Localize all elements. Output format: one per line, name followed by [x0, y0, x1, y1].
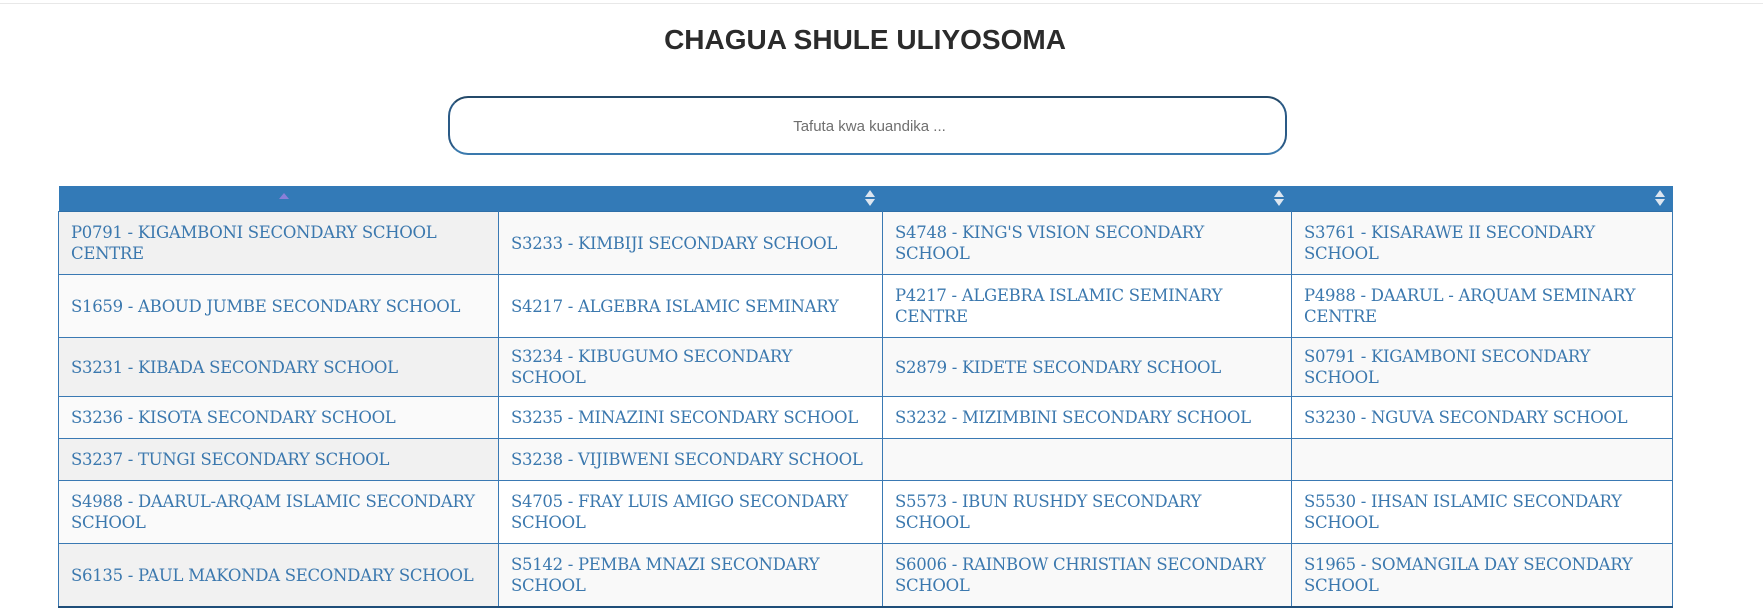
sort-ascending-icon	[279, 189, 289, 207]
school-cell[interactable]: S4217 - ALGEBRA ISLAMIC SEMINARY	[499, 275, 883, 338]
school-cell[interactable]: S3234 - KIBUGUMO SECONDARY SCHOOL	[499, 338, 883, 397]
table-row	[59, 439, 1673, 481]
school-cell[interactable]: S6006 - RAINBOW CHRISTIAN SECONDARY SCHOOL	[883, 544, 1292, 608]
sort-both-icon	[1274, 189, 1284, 207]
school-cell[interactable]: S0791 - KIGAMBONI SECONDARY SCHOOL	[1292, 338, 1673, 397]
column-header-3[interactable]	[883, 186, 1292, 212]
school-cell[interactable]: S3761 - KISARAWE II SECONDARY SCHOOL	[1292, 212, 1673, 275]
school-cell[interactable]: P0791 - KIGAMBONI SECONDARY SCHOOL CENTRE	[59, 212, 499, 275]
column-header-1[interactable]	[59, 186, 499, 212]
school-cell[interactable]: S5530 - IHSAN ISLAMIC SECONDARY SCHOOL	[1292, 481, 1673, 544]
school-cell[interactable]: S6135 - PAUL MAKONDA SECONDARY SCHOOL	[59, 544, 499, 608]
top-divider	[0, 3, 1763, 4]
table-row	[59, 544, 1673, 608]
school-cell[interactable]: S3238 - VIJIBWENI SECONDARY SCHOOL	[499, 439, 883, 481]
school-cell[interactable]: S5573 - IBUN RUSHDY SECONDARY SCHOOL	[883, 481, 1292, 544]
school-cell[interactable]: S1659 - ABOUD JUMBE SECONDARY SCHOOL	[59, 275, 499, 338]
table-row	[59, 338, 1673, 397]
school-cell[interactable]: S4988 - DAARUL-ARQAM ISLAMIC SECONDARY SCHOOL	[59, 481, 499, 544]
school-cell[interactable]: S3237 - TUNGI SECONDARY SCHOOL	[59, 439, 499, 481]
school-cell[interactable]: P4988 - DAARUL - ARQUAM SEMINARY CENTRE	[1292, 275, 1673, 338]
school-cell[interactable]: P4217 - ALGEBRA ISLAMIC SEMINARY CENTRE	[883, 275, 1292, 338]
school-cell[interactable]: S2879 - KIDETE SECONDARY SCHOOL	[883, 338, 1292, 397]
sort-both-icon	[1655, 189, 1665, 207]
school-cell[interactable]: S3230 - NGUVA SECONDARY SCHOOL	[1292, 397, 1673, 439]
table-row	[59, 212, 1673, 275]
school-cell[interactable]: S3235 - MINAZINI SECONDARY SCHOOL	[499, 397, 883, 439]
sort-both-icon	[865, 189, 875, 207]
page-title: CHAGUA SHULE ULIYOSOMA	[664, 24, 1066, 55]
table-row	[59, 397, 1673, 439]
school-cell[interactable]: S1965 - SOMANGILA DAY SECONDARY SCHOOL	[1292, 544, 1673, 608]
school-cell[interactable]: S4705 - FRAY LUIS AMIGO SECONDARY SCHOOL	[499, 481, 883, 544]
schools-table	[58, 186, 1673, 608]
search-input[interactable]	[450, 98, 1289, 155]
search-box[interactable]	[448, 96, 1287, 155]
school-cell[interactable]: S4748 - KING'S VISION SECONDARY SCHOOL	[883, 212, 1292, 275]
school-cell[interactable]: S3236 - KISOTA SECONDARY SCHOOL	[59, 397, 499, 439]
table-row	[59, 481, 1673, 544]
table-row	[59, 275, 1673, 338]
table-header-row	[59, 186, 1673, 212]
school-cell[interactable]: S3232 - MIZIMBINI SECONDARY SCHOOL	[883, 397, 1292, 439]
school-cell[interactable]: S3233 - KIMBIJI SECONDARY SCHOOL	[499, 212, 883, 275]
empty-cell	[1292, 439, 1673, 481]
school-cell[interactable]: S5142 - PEMBA MNAZI SECONDARY SCHOOL	[499, 544, 883, 608]
column-header-2[interactable]	[499, 186, 883, 212]
school-cell[interactable]: S3231 - KIBADA SECONDARY SCHOOL	[59, 338, 499, 397]
column-header-4[interactable]	[1292, 186, 1673, 212]
empty-cell	[883, 439, 1292, 481]
